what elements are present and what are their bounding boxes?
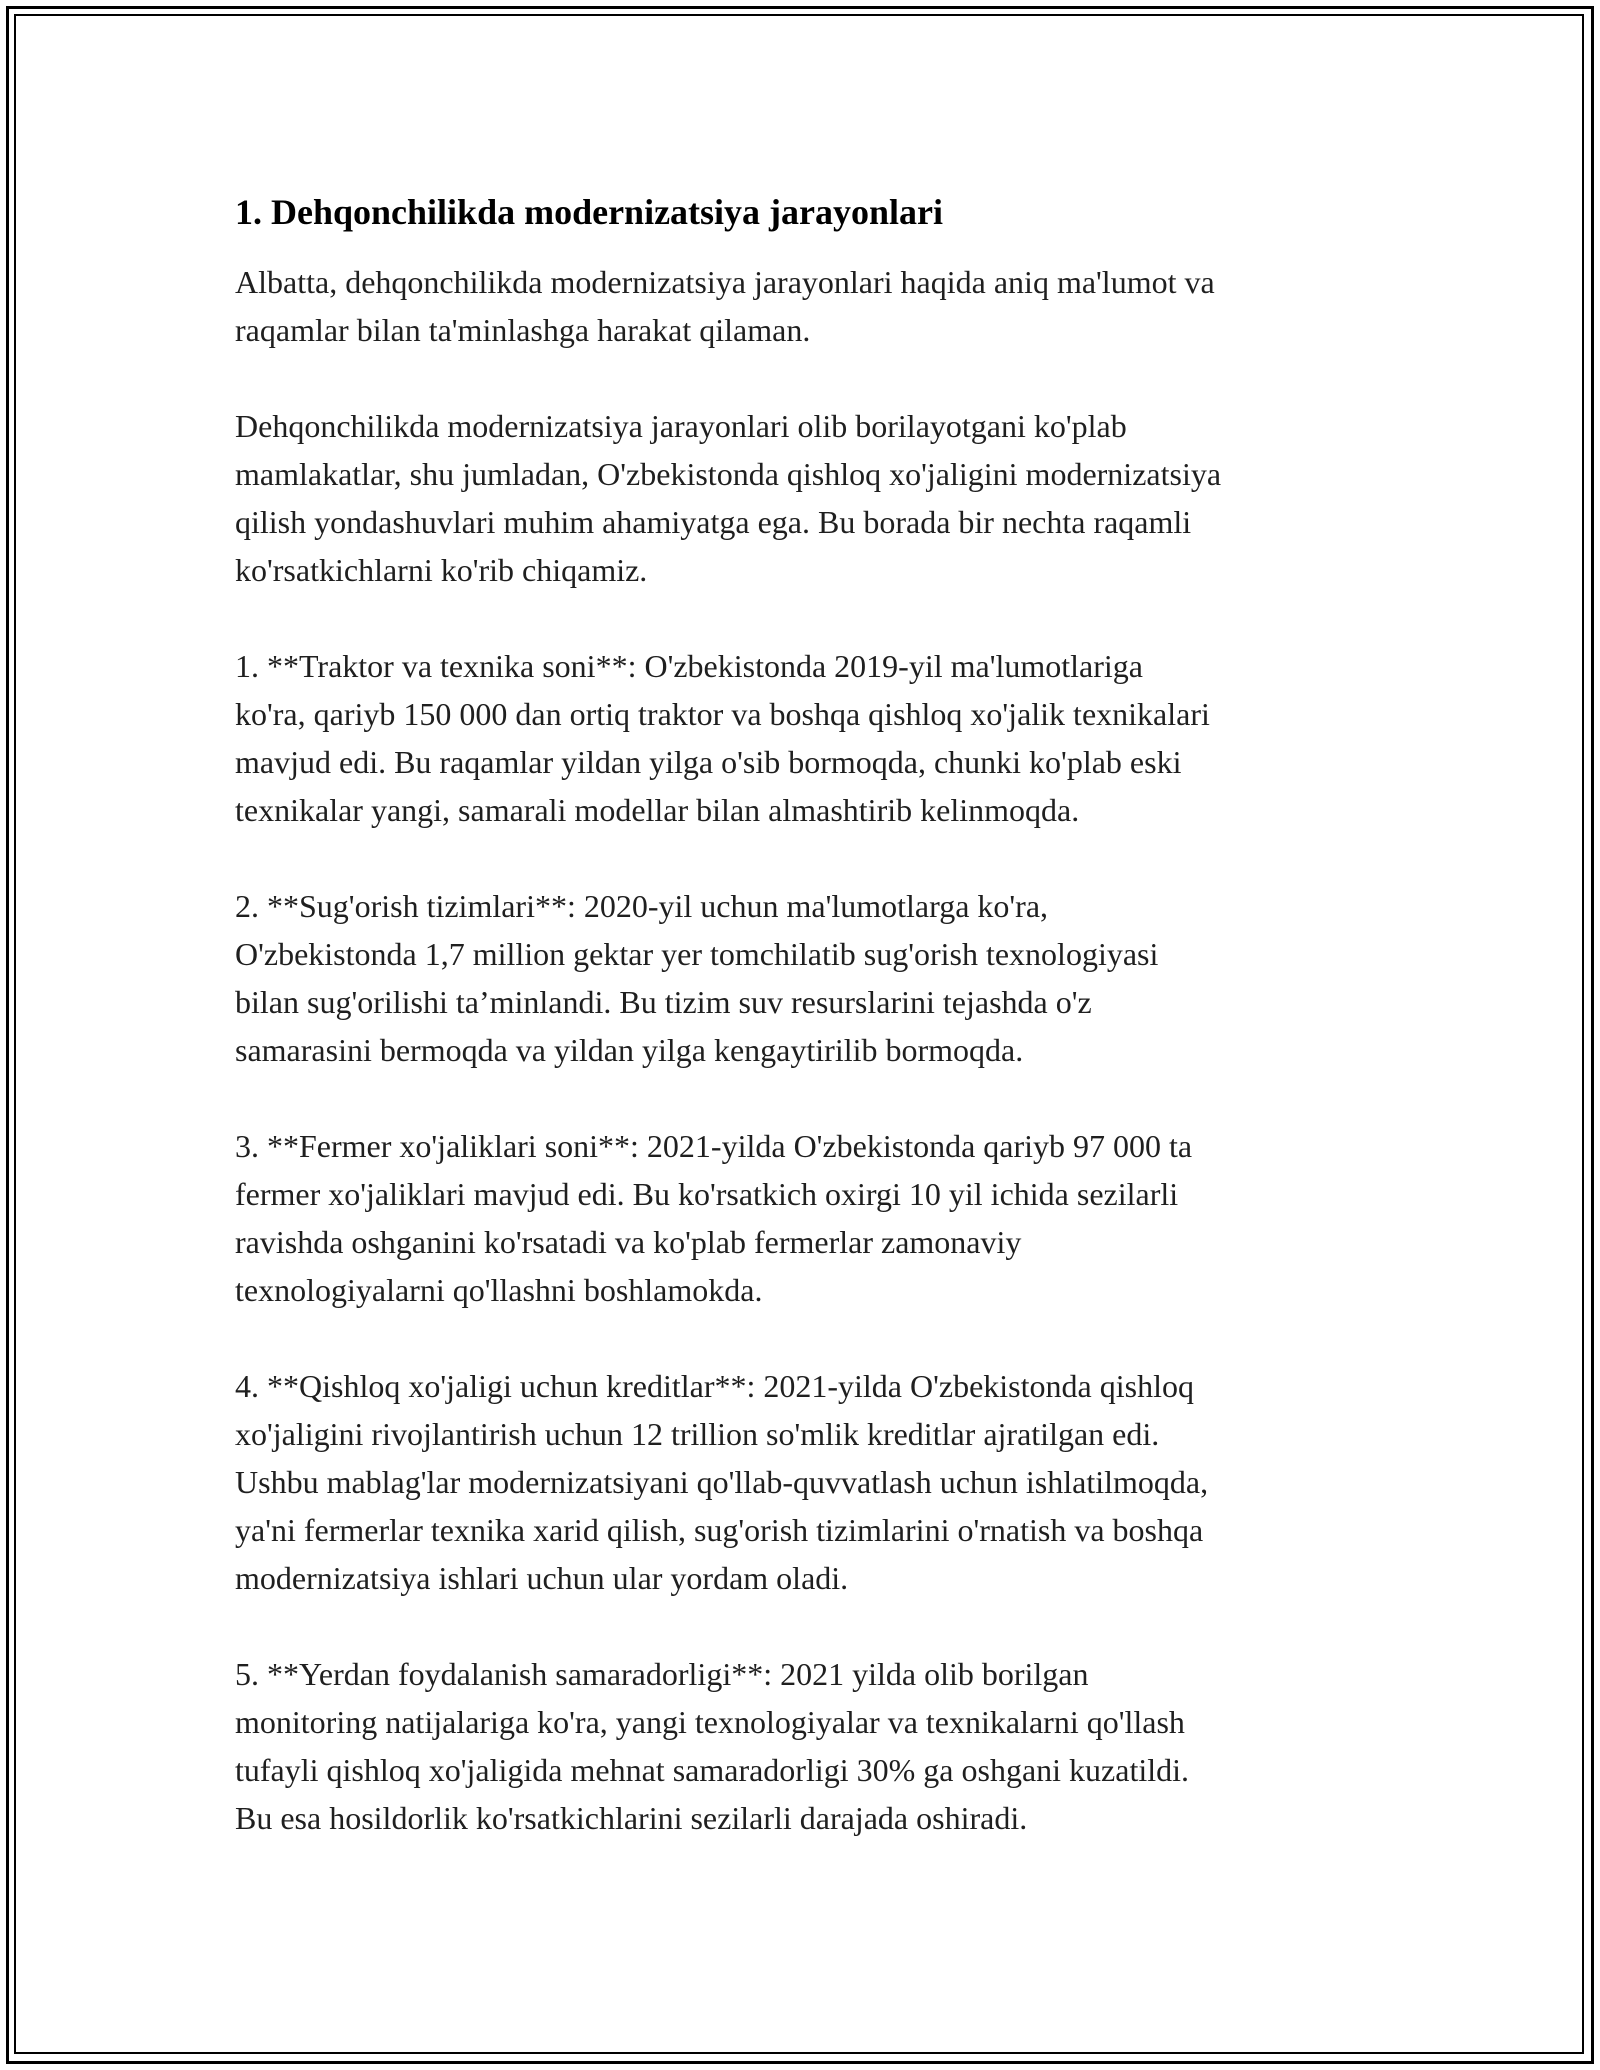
paragraph-overview: Dehqonchilikda modernizatsiya jarayonlari olib borilayotgani ko'plab mamlakatlar, shu jumladan, O'zbekistonda qishloq xo'jaligini modernizatsiya qilish yondashuvlari muhim ahamiyatga ega. Bu borada bir nechta raqamli ko'rsatkichlarni ko'rib chiqamiz. [235,408,1222,588]
document-heading: 1. Dehqonchilikda modernizatsiya jarayonlari [235,192,944,232]
paragraph-intro: Albatta, dehqonchilikda modernizatsiya jarayonlari haqida aniq ma'lumot va raqamlar bilan ta'minlashga harakat qilaman. [235,264,1215,348]
paragraph-item-3: 3. **Fermer xo'jaliklari soni**: 2021-yilda O'zbekistonda qariyb 97 000 ta fermer xo'jaliklari mavjud edi. Bu ko'rsatkich oxirgi 10 yil ichida sezilarli ravishda oshganini ko'rsatadi va ko'plab fermerlar zamonaviy texnologiyalarni qo'llashni boshlamokda. [235,1128,1193,1308]
paragraph-item-4: 4. **Qishloq xo'jaligi uchun kreditlar**: 2021-yilda O'zbekistonda qishloq xo'jaligini rivojlantirish uchun 12 trillion so'mlik kreditlar ajratilgan edi. Ushbu mablag'lar modernizatsiyani qo'llab-quvvatlash uchun ishlatilmoqda, ya'ni fermerlar texnika xarid qilish, sug'orish tizimlarini o'rnatish va boshqa modernizatsiya ishlari uchun ular yordam oladi. [235,1368,1209,1596]
paragraph-item-2: 2. **Sug'orish tizimlari**: 2020-yil uchun ma'lumotlarga ko'ra, O'zbekistonda 1,7 million gektar yer tomchilatib sug'orish texnologiyasi bilan sug'orilishi ta’minlandi. Bu tizim suv resurslarini tejashda o'z samarasini bermoqda va yildan yilga kengaytirilib bormoqda. [235,888,1159,1068]
document-body [235,188,1395,1890]
paragraph-item-1: 1. **Traktor va texnika soni**: O'zbekistonda 2019-yil ma'lumotlariga ko'ra, qariyb 150 000 dan ortiq traktor va boshqa qishloq xo'jalik texnikalari mavjud edi. Bu raqamlar yildan yilga o'sib bormoqda, chunki ko'plab eski texnikalar yangi, samarali modellar bilan almashtirib kelinmoqda. [235,648,1210,828]
paragraph-item-5: 5. **Yerdan foydalanish samaradorligi**: 2021 yilda olib borilgan monitoring natijalariga ko'ra, yangi texnologiyalar va texnikalarni qo'llash tufayli qishloq xo'jaligida mehnat samaradorligi 30% ga oshgani kuzatildi. Bu esa hosildorlik ko'rsatkichlarini sezilarli darajada oshiradi. [235,1656,1189,1836]
